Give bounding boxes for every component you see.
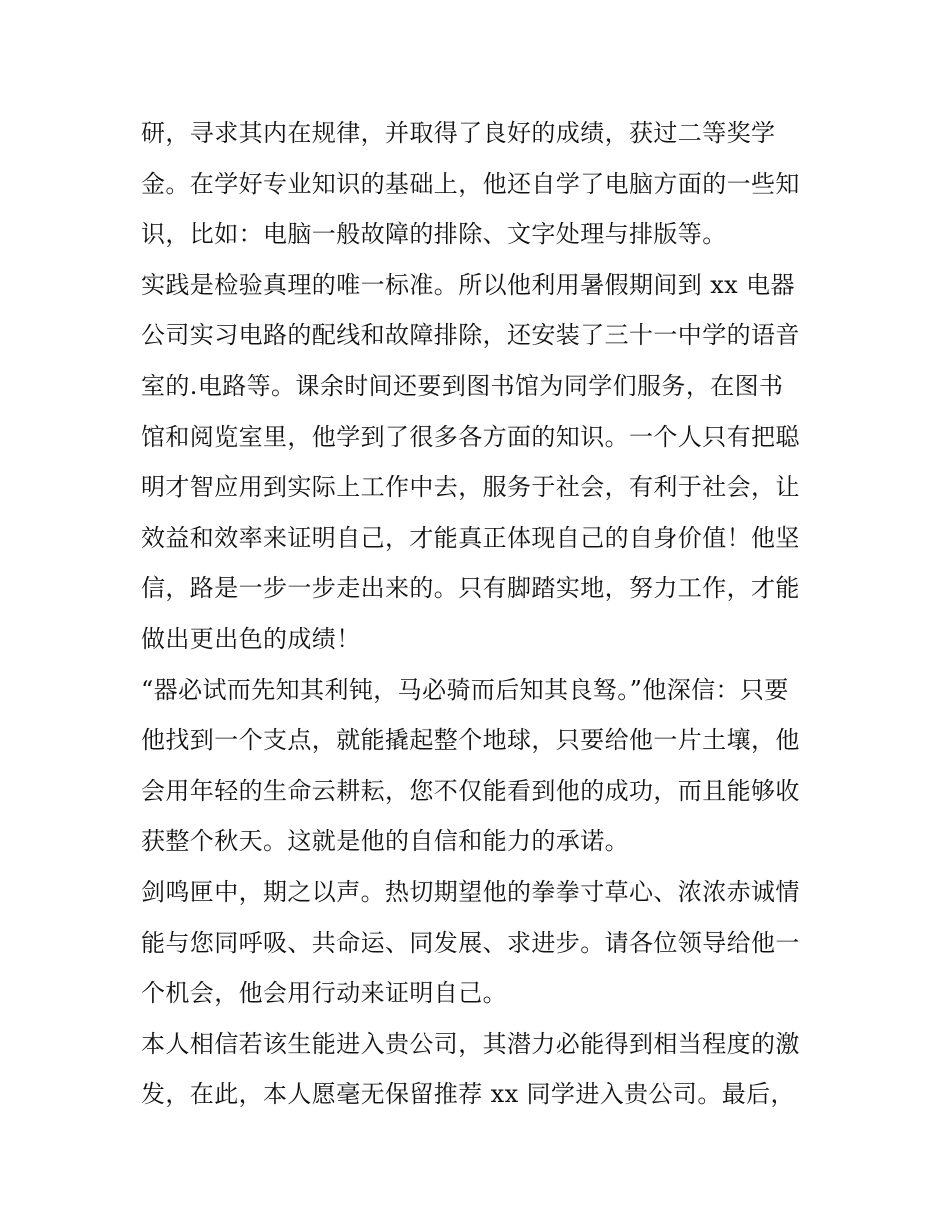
text-line: 识，比如：电脑一般故障的排除、文字处理与排版等。 [141, 220, 727, 249]
text-line: 明才智应用到实际上工作中去，服务于社会，有利于社会，让 [141, 473, 800, 502]
text-line: 公司实习电路的配线和故障排除，还安装了三十一中学的语音 [141, 321, 800, 350]
text-line: 个机会，他会用行动来证明自己。 [141, 979, 507, 1008]
text-line: 馆和阅览室里，他学到了很多各方面的知识。一个人只有把聪 [141, 422, 800, 451]
text-line: “器必试而先知其利钝，马必骑而后知其良驽。”他深信：只要 [141, 675, 789, 704]
text-line: 他找到一个支点，就能撬起整个地球，只要给他一片土壤，他 [141, 726, 800, 755]
text-line: 效益和效率来证明自己，才能真正体现自己的自身价值！他坚 [141, 523, 800, 552]
text-line: 会用年轻的生命云耕耘，您不仅能看到他的成功，而且能够收 [141, 776, 800, 805]
text-line: 剑鸣匣中，期之以声。热切期望他的拳拳寸草心、浓浓赤诚情 [141, 877, 800, 906]
text-line: 信，路是一步一步走出来的。只有脚踏实地，努力工作，才能 [141, 574, 800, 603]
text-line: 本人相信若该生能进入贵公司，其潜力必能得到相当程度的激 [141, 1029, 800, 1058]
text-line: 金。在学好专业知识的基础上，他还自学了电脑方面的一些知 [141, 169, 800, 198]
text-line: 室的.电路等。课余时间还要到图书馆为同学们服务，在图书 [141, 371, 784, 400]
text-line: 研，寻求其内在规律，并取得了良好的成绩，获过二等奖学 [141, 119, 776, 147]
text-line: 做出更出色的成绩！ [141, 624, 361, 653]
text-line: 实践是检验真理的唯一标准。所以他利用暑假期间到 xx 电器 [141, 270, 795, 299]
text-line: 发，在此，本人愿毫无保留推荐 xx 同学进入贵公司。最后， [141, 1080, 795, 1109]
document-body [141, 108, 816, 1120]
text-line: 能与您同呼吸、共命运、同发展、求进步。请各位领导给他一 [141, 928, 800, 957]
text-line: 获整个秋天。这就是他的自信和能力的承诺。 [141, 827, 629, 856]
